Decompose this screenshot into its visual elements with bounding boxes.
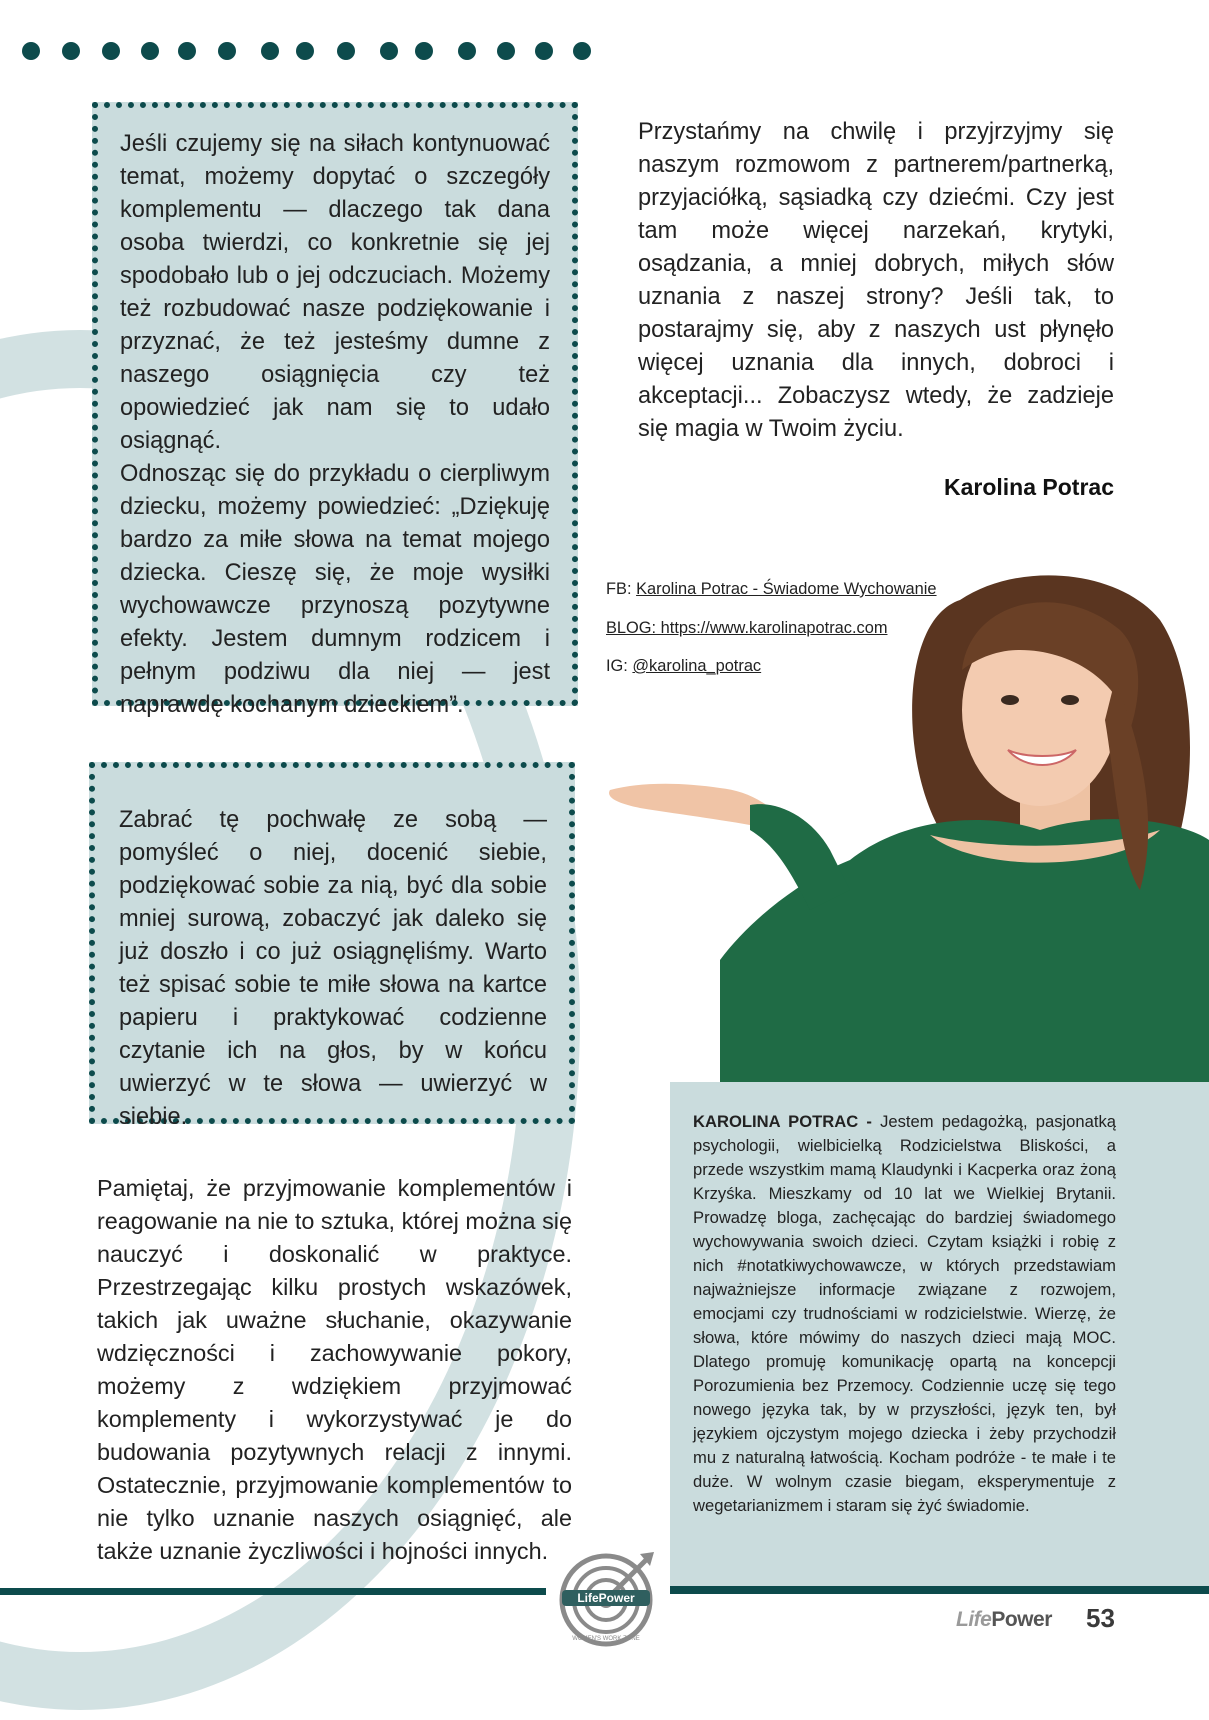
- ig-label: IG:: [606, 657, 628, 675]
- dot: [380, 42, 398, 60]
- logo-text: LifePower: [577, 1591, 635, 1605]
- closing-paragraph: [97, 1172, 572, 1568]
- ig-link[interactable]: @karolina_potrac: [632, 657, 762, 675]
- lifepower-logo: [556, 1548, 656, 1648]
- dot: [141, 42, 159, 60]
- box1-paragraph-1: Jeśli czujemy się na siłach kontynuować temat, możemy dopytać o szczegóły komplementu — dlaczego tak dana osoba twierdzi, co konkretnie się jej spodobało lub o jej odczuciach. Możemy też rozbudować nasze podziękowanie i przyznać, że też jesteśmy dumne z naszego osiągnięcia czy też opowiedzieć jak nam się to udało osiągnąć.: [120, 131, 550, 454]
- fb-label: FB:: [606, 580, 632, 598]
- closing-paragraph-text: Pamiętaj, że przyjmowanie komplementów i reagowanie na nie to sztuka, której można się nauczyć i doskonalić w praktyce. Przestrzegając kilku prostych wskazówek, takich jak uważne słuchanie, okazywanie wdzięczności i zachowywanie pokory, możemy z wdziękiem przyjmować komplementy i wykorzystywać je do budowania pozytywnych relacji z innymi. Ostatecznie, przyjmowanie komplementów to nie tylko uznanie naszych osiągnięć, ale także uznanie życzliwości i hojności innych.: [97, 1175, 572, 1564]
- footer-rule-right: [670, 1586, 1209, 1594]
- right-column-text: [638, 116, 1114, 446]
- author-portrait: [600, 560, 1209, 1082]
- dot: [573, 42, 591, 60]
- facebook-link-line: [606, 580, 937, 599]
- dot: [458, 42, 476, 60]
- box1-paragraph-2: Odnosząc się do przykładu o cierpliwym dziecku, możemy powiedzieć: „Dziękuję bardzo za miłe słowa na temat mojego dziecka. Cieszę się, że moje wysiłki wychowawcze przynoszą pozytywne efekty. Jestem dumnym rodzicem i pełnym podziwu dla niej — jest naprawdę kochanym dzieckiem”.: [120, 461, 550, 718]
- page-number: 53: [1086, 1603, 1115, 1633]
- target-logo-icon: [556, 1548, 656, 1648]
- dot: [62, 42, 80, 60]
- fb-link[interactable]: Karolina Potrac - Świadome Wychowanie: [636, 580, 937, 598]
- portrait-illustration: [600, 560, 1209, 1082]
- author-bio-box: [670, 1082, 1209, 1590]
- author-bio-text: [693, 1110, 1116, 1518]
- blog-link-line: [606, 619, 887, 638]
- dot: [337, 42, 355, 60]
- logo-subtext: WOMEN'S WORK ZONE: [572, 1636, 640, 1642]
- bio-body: Jestem pedagożką, pasjonatką psychologii, wielbicielką Rodzicielstwa Bliskości, a przede wszystkim mamą Klaudynki i Kacperka oraz żoną Krzyśka. Mieszkamy od 10 lat we Wielkiej Brytanii. Prowadzę bloga, zachęcając do bardziej świadomego wychowywania swoich dzieci. Czytam książki i robię z nich #notatkiwychowawcze, w których przedstawiam najważniejsze informacje związane z rozwojem, emocjami czy trudnościami w rodzicielstwie. Wierzę, że słowa, które mówimy do naszych dzieci mają MOC. Dlatego promuję komunikację opartą na koncepcji Porozumienia bez Przemocy. Codziennie uczę się tego nowego języka tak, by w przyszłości, język ten, był językiem ojczystym mojego dziecka i żeby przychodził mu z naturalną łatwością. Kocham podróże - te małe i te duże. W wolnym czasie biegam, eksperymentuje z wegetarianizmem i staram się żyć świadomie.: [693, 1112, 1116, 1515]
- dot: [102, 42, 120, 60]
- dot: [218, 42, 236, 60]
- footer-brand-life: Life: [956, 1608, 992, 1631]
- dot: [497, 42, 515, 60]
- dot: [296, 42, 314, 60]
- dot: [415, 42, 433, 60]
- footer-brand-power: Power: [991, 1608, 1052, 1631]
- dot: [22, 42, 40, 60]
- author-signature: Karolina Potrac: [944, 474, 1114, 500]
- dot: [535, 42, 553, 60]
- dot: [178, 42, 196, 60]
- instagram-link-line: [606, 657, 761, 676]
- right-column-paragraph: Przystańmy na chwilę i przyjrzyjmy się naszym rozmowom z partnerem/partnerką, przyjaciółką, sąsiadką czy dziećmi. Czy jest tam może więcej narzekań, krytyki, osądzania, a mniej dobrych, miłych słów uznania z naszej strony? Jeśli tak, to postarajmy się, aby z naszych ust płynęło więcej uznania dla innych, dobroci i akceptacji... Zobaczysz wtedy, że zadzieje się magia w Twoim życiu.: [638, 119, 1114, 442]
- tip-box-continue-topic: [92, 102, 578, 718]
- dot: [261, 42, 279, 60]
- footer-brand: [956, 1608, 1052, 1632]
- blog-link[interactable]: BLOG: https://www.karolinapotrac.com: [606, 619, 888, 637]
- footer-rule-left: [0, 1588, 546, 1595]
- bio-name: KAROLINA POTRAC -: [693, 1112, 872, 1131]
- box2-paragraph: Zabrać tę pochwałę ze sobą — pomyśleć o niej, docenić siebie, podziękować sobie za nią, być dla sobie mniej surową, zobaczyć jak daleko się już doszło i co już osiągnęliśmy. Warto też spisać sobie te miłe słowa na kartce papieru i praktykować codzienne czytanie ich na głos, by w końcu uwierzyć w te słowa — uwierzyć w siebie.: [119, 807, 547, 1130]
- tip-box-take-praise: [89, 762, 575, 1130]
